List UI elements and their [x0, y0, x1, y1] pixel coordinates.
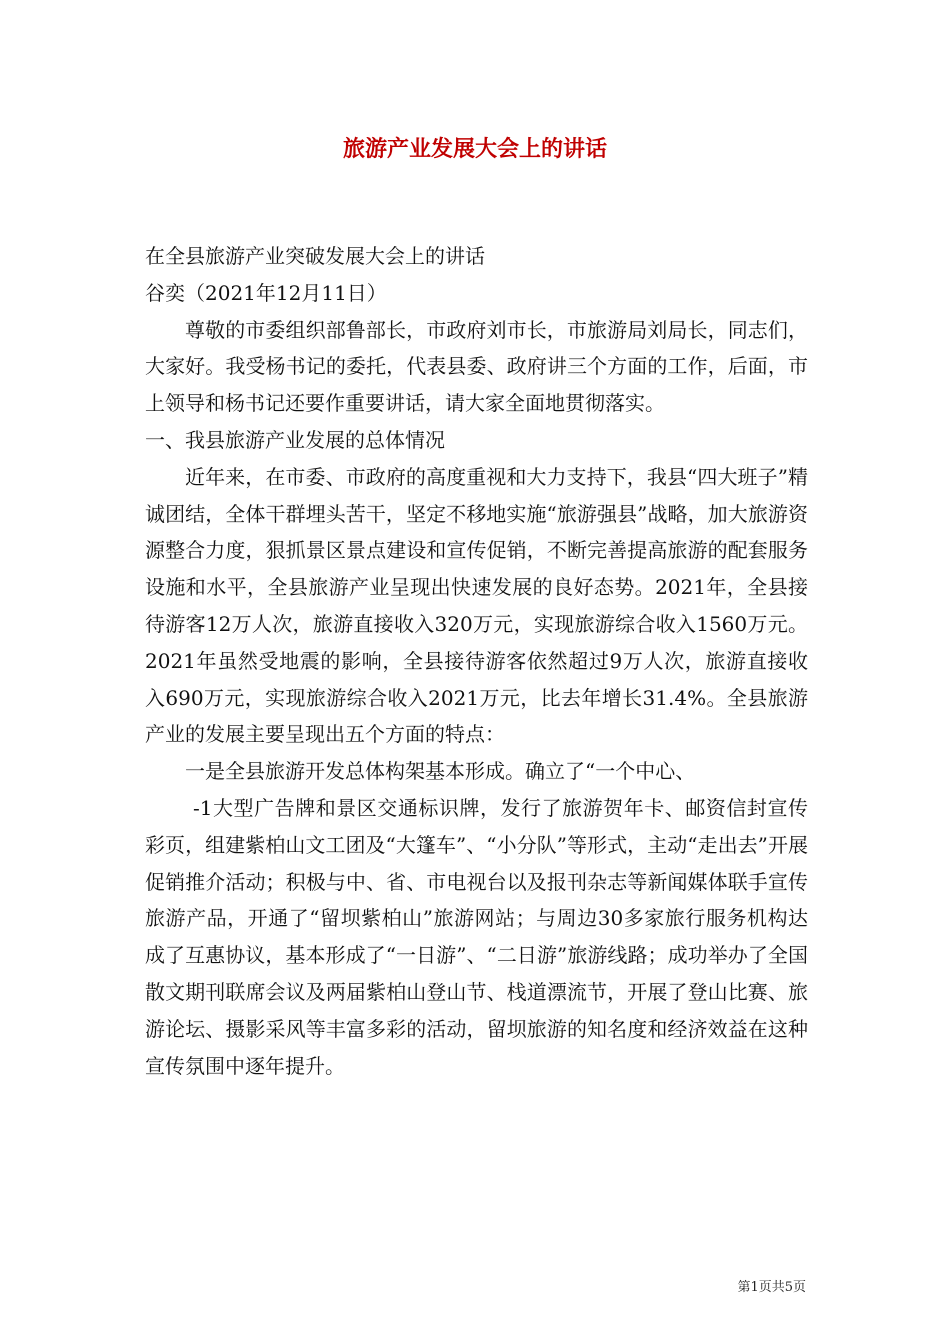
document-body [145, 238, 808, 1084]
speaker-and-date: 谷奕（2021年12月11日） [145, 280, 387, 305]
section-heading: 一、我县旅游产业发展的总体情况 [145, 427, 445, 452]
opening-paragraph: 尊敬的市委组织部鲁部长，市政府刘市长，市旅游局刘局长，同志们，大家好。我受杨书记的委托，代表县委、政府讲三个方面的工作，后面，市上领导和杨书记还要作重要讲话，请大家全面地贯彻落实。 [145, 317, 808, 416]
overview-paragraph: 近年来，在市委、市政府的高度重视和大力支持下，我县“四大班子”精诚团结，全体干群埋头苦干，坚定不移地实施“旅游强县”战略，加大旅游资源整合力度，狠抓景区景点建设和宣传促销，不断完善提高旅游的配套服务设施和水平，全县旅游产业呈现出快速发展的良好态势。2021年，全县接待游客12万人次，旅游直接收入320万元，实现旅游综合收入1560万元。2021年虽然受地震的影响，全县接待游客依然超过9万人次，旅游直接收入690万元，实现旅游综合收入2021万元，比去年增长31.4%。全县旅游产业的发展主要呈现出五个方面的特点： [145, 464, 808, 747]
document-title: 旅游产业发展大会上的讲话 [342, 136, 607, 162]
page-number: 第1页共5页 [737, 1280, 806, 1295]
promotion-paragraph: -1大型广告牌和景区交通标识牌，发行了旅游贺年卡、邮资信封宣传彩页，组建紫柏山文工团及“大篷车”、“小分队”等形式，主动“走出去”开展促销推介活动；积极与中、省、市电视台以及报刊杂志等新闻媒体联手宣传旅游产品，开通了“留坝紫柏山”旅游网站；与周边30多家旅行服务机构达成了互惠协议，基本形成了“一日游”、“二日游”旅游线路；成功举办了全国散文期刊联席会议及两届紫柏山登山节、栈道漂流节，开展了登山比赛、旅游论坛、摄影采风等丰富多彩的活动，留坝旅游的知名度和经济效益在这种宣传氛围中逐年提升。 [145, 795, 808, 1078]
feature-one-paragraph: 一是全县旅游开发总体构架基本形成。确立了“一个中心、 [185, 759, 696, 784]
speech-subtitle: 在全县旅游产业突破发展大会上的讲话 [145, 244, 485, 268]
